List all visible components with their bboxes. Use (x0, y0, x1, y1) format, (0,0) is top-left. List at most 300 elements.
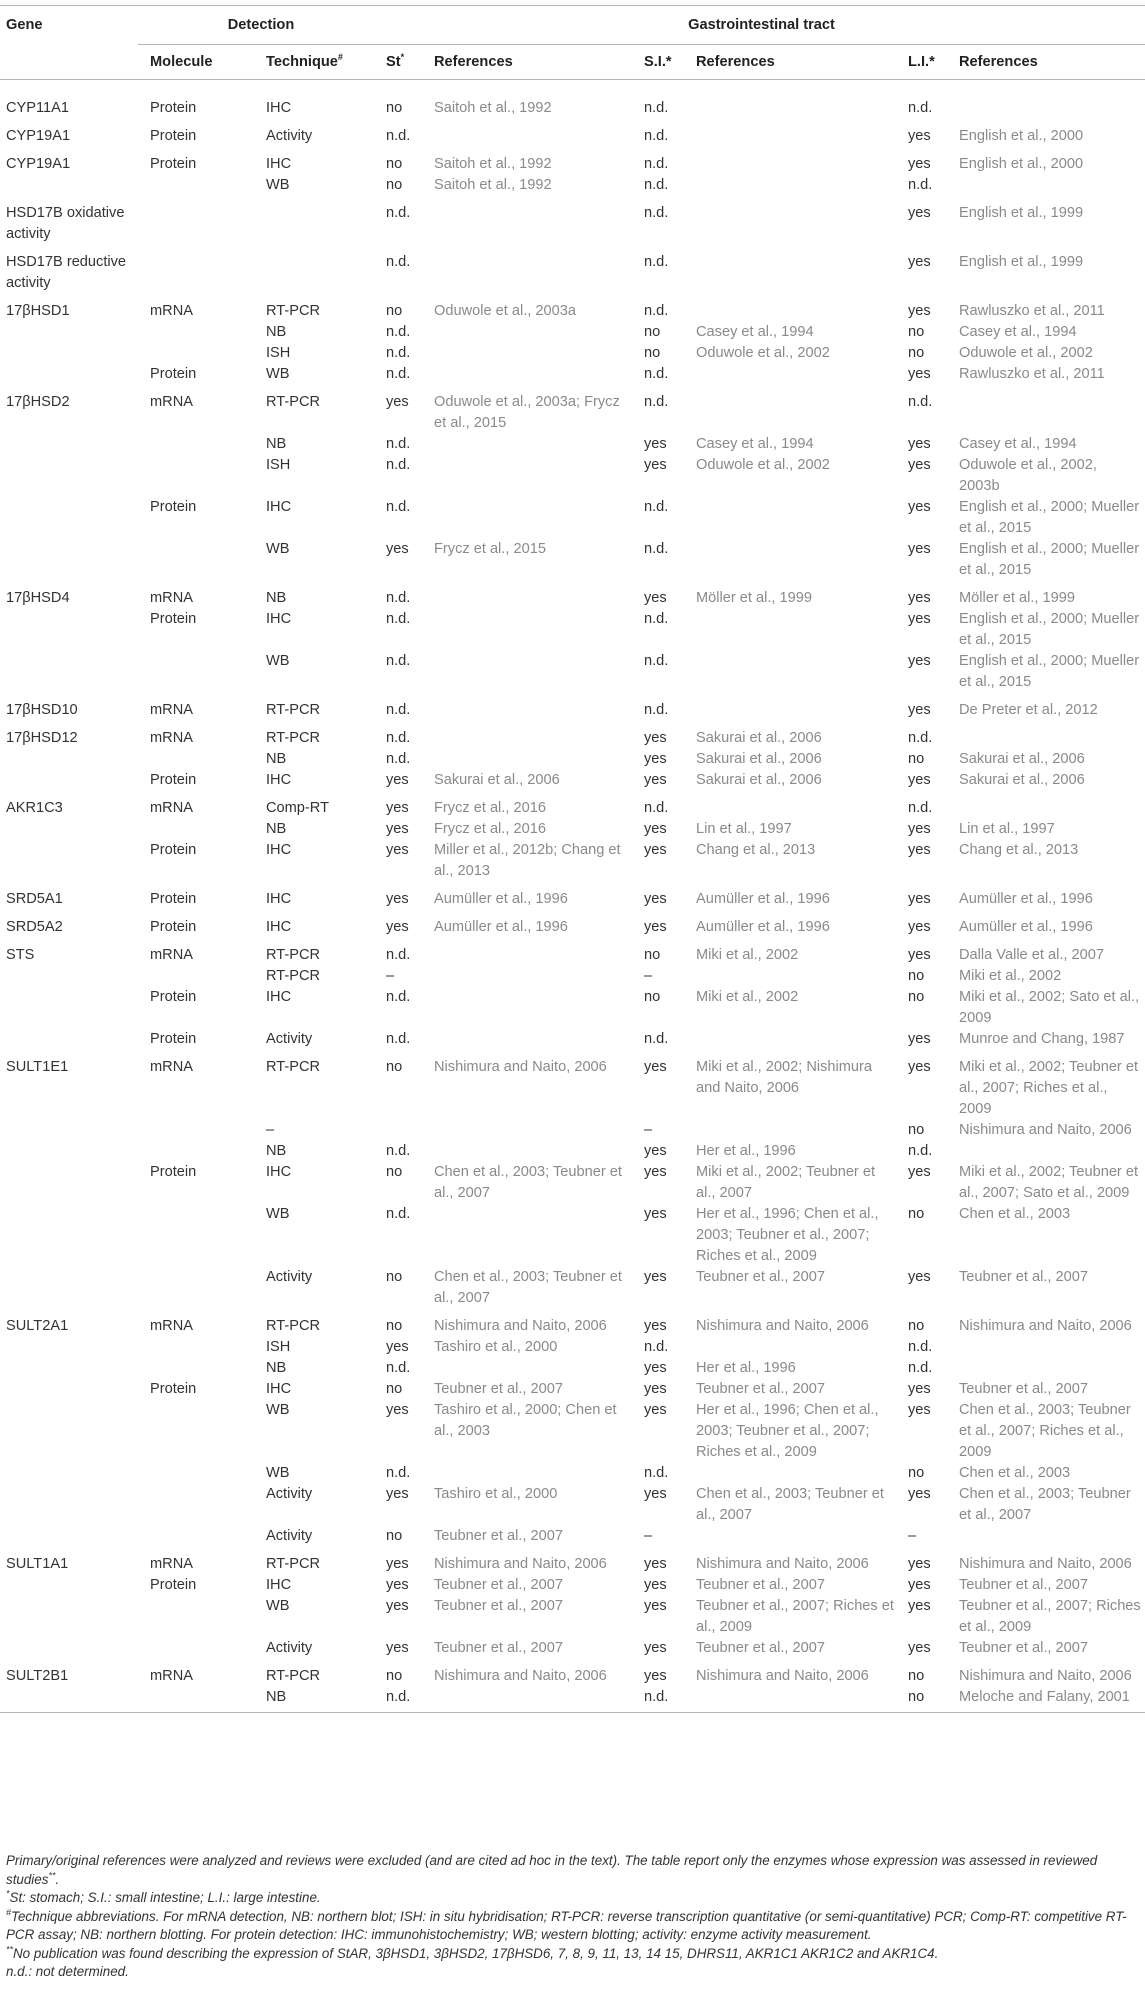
si-reference-cell: Casey et al., 1994 (696, 324, 814, 340)
technique-cell: WB (266, 1598, 290, 1614)
header-st-references: References (428, 45, 638, 80)
technique-cell: Comp-RT (266, 800, 329, 816)
molecule-cell (144, 1400, 260, 1463)
technique-cell: Activity (266, 128, 313, 144)
gene-cell (0, 1337, 144, 1358)
li-reference-cell (953, 1526, 1145, 1547)
st-reference-cell (428, 693, 638, 721)
table-row (0, 966, 1145, 987)
table-row (0, 1204, 1145, 1267)
technique-cell: RT-PCR (266, 394, 321, 410)
technique-cell (260, 245, 380, 294)
header-gi-tract: Gastrointestinal tract (374, 6, 1145, 45)
molecule-cell (144, 322, 260, 343)
table-row (0, 385, 1145, 434)
st-reference-cell: Tashiro et al., 2000 (434, 1339, 558, 1355)
st-cell: no (386, 177, 403, 193)
table-body (0, 80, 1145, 1713)
molecule-cell: Protein (150, 1031, 197, 1047)
molecule-cell (144, 819, 260, 840)
st-cell: yes (386, 821, 409, 837)
gene-cell (0, 322, 144, 343)
si-reference-cell (690, 245, 902, 294)
st-reference-cell (428, 343, 638, 364)
footnote-general: Primary/original references were analyzed and reviews were excluded (and are cited ad hoc in the text). The table report only the enzymes whose expression was assessed in reviewed studies**. (6, 1853, 1098, 1887)
gene-cell: SULT1A1 (6, 1556, 69, 1572)
si-cell: n.d. (644, 394, 669, 410)
si-cell: yes (644, 919, 667, 935)
table-row (0, 455, 1145, 497)
table-row (0, 497, 1145, 539)
st-reference-cell: Tashiro et al., 2000 (434, 1486, 558, 1502)
si-reference-cell (690, 119, 902, 147)
li-cell: no (908, 751, 925, 767)
molecule-cell (144, 434, 260, 455)
si-reference-cell: Möller et al., 1999 (696, 590, 813, 606)
technique-cell: NB (266, 821, 287, 837)
si-cell: yes (644, 1360, 667, 1376)
li-reference-cell: Nishimura and Naito, 2006 (959, 1122, 1132, 1138)
st-reference-cell: Frycz et al., 2015 (434, 541, 546, 557)
st-cell: n.d. (386, 1031, 411, 1047)
st-reference-cell (428, 245, 638, 294)
molecule-cell (144, 1526, 260, 1547)
st-reference-cell: Nishimura and Naito, 2006 (434, 1059, 607, 1075)
technique-cell: Activity (266, 1486, 313, 1502)
gene-cell (0, 1463, 144, 1484)
st-reference-cell (428, 749, 638, 770)
technique-cell: IHC (266, 100, 292, 116)
st-reference-cell: Teubner et al., 2007 (434, 1598, 564, 1614)
si-reference-cell (690, 791, 902, 819)
gene-cell (0, 1400, 144, 1463)
st-reference-cell (428, 1141, 638, 1162)
st-cell: yes (386, 1556, 409, 1572)
li-cell: yes (908, 1598, 931, 1614)
li-cell: yes (908, 1486, 931, 1502)
si-reference-cell (690, 1687, 902, 1713)
st-cell: n.d. (386, 611, 411, 627)
si-reference-cell: Oduwole et al., 2002 (696, 457, 830, 473)
molecule-cell (144, 196, 260, 245)
si-cell: yes (644, 1143, 667, 1159)
li-reference-cell: Chang et al., 2013 (959, 842, 1079, 858)
technique-cell: IHC (266, 1577, 292, 1593)
si-cell: yes (644, 1640, 667, 1656)
si-cell: yes (644, 436, 667, 452)
st-reference-cell: Chen et al., 2003; Teubner et al., 2007 (434, 1269, 622, 1306)
table-row (0, 1596, 1145, 1638)
technique-cell: Activity (266, 1640, 313, 1656)
footnote-no-publication: **No publication was found describing the expression of StAR, 3βHSD1, 3βHSD2, 17βHSD6, 7, 8, 9, 11, 13, 14 15, DHRS11, AKR1C1 AKR1C2 and AKR1C4. (6, 1944, 939, 1961)
si-reference-cell (690, 651, 902, 693)
si-cell: yes (644, 1577, 667, 1593)
gene-cell (0, 1029, 144, 1050)
st-cell: yes (386, 919, 409, 935)
technique-cell: RT-PCR (266, 968, 321, 984)
li-cell: yes (908, 1059, 931, 1075)
technique-cell: Activity (266, 1269, 313, 1285)
si-cell: n.d. (644, 1689, 669, 1705)
li-reference-cell (953, 1337, 1145, 1358)
si-cell: n.d. (644, 177, 669, 193)
si-cell: n.d. (644, 1339, 669, 1355)
st-reference-cell (428, 364, 638, 385)
molecule-cell: Protein (150, 499, 197, 515)
st-cell: n.d. (386, 457, 411, 473)
gene-cell (0, 1379, 144, 1400)
li-reference-cell: Rawluszko et al., 2011 (959, 303, 1105, 319)
st-cell: no (386, 1668, 403, 1684)
si-cell: – (644, 968, 653, 984)
si-reference-cell: Her et al., 1996; Chen et al., 2003; Teubner et al., 2007; Riches et al., 2009 (696, 1206, 879, 1264)
st-cell: n.d. (386, 324, 411, 340)
gene-cell (0, 819, 144, 840)
st-reference-cell: Oduwole et al., 2003a; Frycz et al., 2015 (434, 394, 620, 431)
st-reference-cell (428, 651, 638, 693)
table-row (0, 840, 1145, 882)
st-reference-cell (428, 322, 638, 343)
molecule-cell (144, 1337, 260, 1358)
st-reference-cell: Frycz et al., 2016 (434, 821, 546, 837)
molecule-cell: Protein (150, 772, 197, 788)
st-reference-cell: Teubner et al., 2007 (434, 1640, 564, 1656)
st-cell: n.d. (386, 254, 411, 270)
li-reference-cell: English et al., 2000; Mueller et al., 2015 (959, 653, 1140, 690)
li-reference-cell: English et al., 2000; Mueller et al., 2015 (959, 541, 1140, 578)
molecule-cell (144, 966, 260, 987)
st-cell: n.d. (386, 590, 411, 606)
st-cell: n.d. (386, 751, 411, 767)
li-cell: n.d. (908, 177, 933, 193)
li-cell: n.d. (908, 100, 933, 116)
li-reference-cell: Sakurai et al., 2006 (959, 772, 1085, 788)
table-row (0, 749, 1145, 770)
gene-cell (0, 539, 144, 581)
table-row (0, 322, 1145, 343)
molecule-cell: mRNA (150, 800, 193, 816)
technique-cell: RT-PCR (266, 303, 321, 319)
li-cell: no (908, 989, 925, 1005)
st-reference-cell: Chen et al., 2003; Teubner et al., 2007 (434, 1164, 622, 1201)
si-reference-cell (690, 539, 902, 581)
li-reference-cell: Chen et al., 2003; Teubner et al., 2007; Riches et al., 2009 (959, 1402, 1131, 1460)
molecule-cell (144, 1120, 260, 1141)
table-row (0, 721, 1145, 749)
st-reference-cell: Teubner et al., 2007 (434, 1381, 564, 1397)
li-cell: yes (908, 1164, 931, 1180)
table-row (0, 434, 1145, 455)
st-cell: yes (386, 1339, 409, 1355)
header-si-references: References (690, 45, 902, 80)
si-cell: yes (644, 590, 667, 606)
molecule-cell: Protein (150, 366, 197, 382)
si-reference-cell: Miki et al., 2002; Teubner et al., 2007 (696, 1164, 876, 1201)
si-reference-cell: Teubner et al., 2007 (696, 1381, 826, 1397)
st-cell: n.d. (386, 1689, 411, 1705)
li-cell: yes (908, 1640, 931, 1656)
gene-cell: HSD17B reductive activity (6, 254, 127, 291)
gene-cell: SULT1E1 (6, 1059, 69, 1075)
technique-cell: IHC (266, 499, 292, 515)
st-reference-cell (428, 1120, 638, 1141)
si-cell: n.d. (644, 156, 669, 172)
table-row (0, 1575, 1145, 1596)
li-reference-cell: Teubner et al., 2007 (959, 1269, 1089, 1285)
si-reference-cell: Teubner et al., 2007 (696, 1640, 826, 1656)
li-cell: n.d. (908, 730, 933, 746)
st-reference-cell: Aumüller et al., 1996 (434, 891, 568, 907)
st-reference-cell: Oduwole et al., 2003a (434, 303, 576, 319)
si-reference-cell (690, 385, 902, 434)
si-cell: n.d. (644, 128, 669, 144)
table-row (0, 819, 1145, 840)
si-reference-cell (690, 196, 902, 245)
gene-cell (0, 1141, 144, 1162)
li-reference-cell (953, 1358, 1145, 1379)
st-reference-cell: Teubner et al., 2007 (434, 1528, 564, 1544)
li-reference-cell: Oduwole et al., 2002 (959, 345, 1093, 361)
st-reference-cell (428, 1463, 638, 1484)
st-cell: n.d. (386, 366, 411, 382)
st-reference-cell (428, 581, 638, 609)
st-cell: yes (386, 842, 409, 858)
li-reference-cell: Teubner et al., 2007; Riches et al., 2009 (959, 1598, 1141, 1635)
si-reference-cell: Teubner et al., 2007 (696, 1577, 826, 1593)
li-cell: n.d. (908, 1143, 933, 1159)
si-cell: yes (644, 1598, 667, 1614)
li-cell: yes (908, 842, 931, 858)
gene-cell (0, 1638, 144, 1659)
si-reference-cell (690, 1337, 902, 1358)
st-cell: no (386, 100, 403, 116)
molecule-cell: mRNA (150, 947, 193, 963)
st-reference-cell (428, 119, 638, 147)
si-cell: n.d. (644, 205, 669, 221)
header-li-references: References (953, 45, 1145, 80)
li-cell: yes (908, 702, 931, 718)
table-row (0, 651, 1145, 693)
table-row (0, 196, 1145, 245)
li-reference-cell (953, 385, 1145, 434)
technique-cell: NB (266, 1689, 287, 1705)
gene-cell (0, 497, 144, 539)
technique-cell: NB (266, 590, 287, 606)
li-reference-cell: Chen et al., 2003; Teubner et al., 2007 (959, 1486, 1131, 1523)
st-reference-cell: Tashiro et al., 2000; Chen et al., 2003 (434, 1402, 617, 1439)
st-cell: n.d. (386, 1143, 411, 1159)
molecule-cell: mRNA (150, 1059, 193, 1075)
li-cell: no (908, 1318, 925, 1334)
gene-cell: 17βHSD12 (6, 730, 78, 746)
si-cell: yes (644, 1318, 667, 1334)
si-cell: n.d. (644, 800, 669, 816)
table-row (0, 1400, 1145, 1463)
molecule-cell (144, 455, 260, 497)
si-cell: n.d. (644, 541, 669, 557)
st-cell: n.d. (386, 1360, 411, 1376)
gene-cell: SRD5A1 (6, 891, 63, 907)
li-cell: yes (908, 611, 931, 627)
si-reference-cell: Teubner et al., 2007; Riches et al., 2009 (696, 1598, 894, 1635)
li-cell: yes (908, 366, 931, 382)
gene-cell (0, 749, 144, 770)
si-cell: yes (644, 1668, 667, 1684)
li-reference-cell: Miki et al., 2002; Teubner et al., 2007; Sato et al., 2009 (959, 1164, 1139, 1201)
si-reference-cell: Miki et al., 2002 (696, 989, 799, 1005)
header-detection-group (144, 6, 380, 45)
li-reference-cell: Rawluszko et al., 2011 (959, 366, 1105, 382)
molecule-cell: Protein (150, 1381, 197, 1397)
footnote-techniques: #Technique abbreviations. For mRNA detection, NB: northern blot; ISH: in situ hybridisation; RT-PCR: reverse transcription quantitative (or semi-quantitative) PCR; Comp-RT: competitive RT-PCR assay; NB: northern blotting. For protein detection: IHC: immunohistochemistry; WB; western blotting; activity: enzyme activity measurement. (6, 1907, 1127, 1942)
si-cell: yes (644, 730, 667, 746)
li-cell: – (908, 1528, 917, 1544)
gene-cell: HSD17B oxidative activity (6, 205, 125, 242)
table-row (0, 364, 1145, 385)
li-cell: yes (908, 541, 931, 557)
si-reference-cell: Her et al., 1996; Chen et al., 2003; Teubner et al., 2007; Riches et al., 2009 (696, 1402, 879, 1460)
technique-cell: IHC (266, 842, 292, 858)
technique-cell: RT-PCR (266, 1668, 321, 1684)
molecule-cell (144, 343, 260, 364)
si-reference-cell: Chen et al., 2003; Teubner et al., 2007 (696, 1486, 884, 1523)
si-reference-cell (690, 609, 902, 651)
li-cell: no (908, 1668, 925, 1684)
gene-cell (0, 1120, 144, 1141)
li-reference-cell: Möller et al., 1999 (959, 590, 1076, 606)
st-reference-cell: Frycz et al., 2016 (434, 800, 546, 816)
gene-cell: SULT2A1 (6, 1318, 69, 1334)
technique-cell: Activity (266, 1031, 313, 1047)
si-reference-cell (690, 175, 902, 196)
gene-cell: AKR1C3 (6, 800, 63, 816)
gene-cell: 17βHSD2 (6, 394, 70, 410)
si-reference-cell: Teubner et al., 2007 (696, 1269, 826, 1285)
technique-cell: IHC (266, 989, 292, 1005)
table-row (0, 882, 1145, 910)
li-reference-cell: Chen et al., 2003 (959, 1206, 1071, 1222)
expression-table (0, 6, 1145, 1713)
header-detection: Detection (138, 6, 384, 45)
si-cell: n.d. (644, 303, 669, 319)
li-reference-cell: English et al., 2000 (959, 128, 1084, 144)
gene-cell (0, 1358, 144, 1379)
li-reference-cell: De Preter et al., 2012 (959, 702, 1098, 718)
si-cell: yes (644, 1402, 667, 1418)
si-reference-cell: Chang et al., 2013 (696, 842, 816, 858)
si-reference-cell: Aumüller et al., 1996 (696, 891, 830, 907)
molecule-cell (144, 245, 260, 294)
li-cell: no (908, 1689, 925, 1705)
header-gi-group (380, 6, 1145, 45)
technique-cell: NB (266, 1360, 287, 1376)
li-cell: no (908, 1465, 925, 1481)
li-cell: yes (908, 205, 931, 221)
st-cell: yes (386, 1577, 409, 1593)
st-reference-cell (428, 434, 638, 455)
st-cell: n.d. (386, 947, 411, 963)
si-cell: n.d. (644, 702, 669, 718)
molecule-cell (144, 1484, 260, 1526)
molecule-cell: mRNA (150, 303, 193, 319)
si-cell: n.d. (644, 653, 669, 669)
molecule-cell (144, 749, 260, 770)
si-cell: yes (644, 457, 667, 473)
li-reference-cell: Munroe and Chang, 1987 (959, 1031, 1125, 1047)
technique-cell: ISH (266, 457, 291, 473)
st-reference-cell (428, 1029, 638, 1050)
table-row (0, 581, 1145, 609)
molecule-cell: Protein (150, 919, 197, 935)
table-row (0, 1659, 1145, 1687)
table-row (0, 147, 1145, 175)
li-cell: yes (908, 1031, 931, 1047)
gene-cell (0, 1484, 144, 1526)
technique-cell: WB (266, 1402, 290, 1418)
si-cell: n.d. (644, 254, 669, 270)
li-cell: n.d. (908, 1339, 933, 1355)
si-cell: yes (644, 1059, 667, 1075)
st-reference-cell (428, 455, 638, 497)
si-reference-cell: Sakurai et al., 2006 (696, 730, 822, 746)
gene-cell (0, 987, 144, 1029)
table-row (0, 1162, 1145, 1204)
si-reference-cell: Sakurai et al., 2006 (696, 751, 822, 767)
table-row (0, 119, 1145, 147)
li-reference-cell: English et al., 1999 (959, 205, 1084, 221)
li-cell: yes (908, 772, 931, 788)
si-cell: n.d. (644, 1031, 669, 1047)
li-reference-cell (953, 80, 1145, 120)
st-cell: n.d. (386, 1206, 411, 1222)
molecule-cell: mRNA (150, 590, 193, 606)
molecule-cell: mRNA (150, 394, 193, 410)
st-cell: yes (386, 1486, 409, 1502)
li-reference-cell: Meloche and Falany, 2001 (959, 1689, 1130, 1705)
li-reference-cell: Miki et al., 2002; Sato et al., 2009 (959, 989, 1140, 1026)
li-cell: yes (908, 457, 931, 473)
gene-cell (0, 364, 144, 385)
table-row (0, 1267, 1145, 1309)
li-cell: yes (908, 1269, 931, 1285)
li-reference-cell: Teubner et al., 2007 (959, 1577, 1089, 1593)
li-reference-cell: Oduwole et al., 2002, 2003b (959, 457, 1097, 494)
si-reference-cell: Lin et al., 1997 (696, 821, 792, 837)
si-cell: no (644, 324, 661, 340)
si-cell: yes (644, 1556, 667, 1572)
st-cell: – (386, 968, 395, 984)
header-technique: Technique# (260, 45, 380, 80)
st-cell: no (386, 1381, 403, 1397)
si-reference-cell: Nishimura and Naito, 2006 (696, 1668, 869, 1684)
header-molecule: Molecule (144, 45, 260, 80)
li-reference-cell: Nishimura and Naito, 2006 (959, 1668, 1132, 1684)
molecule-cell: Protein (150, 891, 197, 907)
gene-cell: 17βHSD10 (6, 702, 78, 718)
molecule-cell: Protein (150, 100, 197, 116)
st-cell: no (386, 1269, 403, 1285)
molecule-cell (144, 1638, 260, 1659)
table-row (0, 294, 1145, 322)
st-reference-cell (428, 1687, 638, 1713)
si-cell: yes (644, 1164, 667, 1180)
table-row (0, 770, 1145, 791)
gene-cell (0, 455, 144, 497)
si-reference-cell (690, 1029, 902, 1050)
technique-cell: RT-PCR (266, 730, 321, 746)
gene-cell (0, 966, 144, 987)
si-cell: yes (644, 821, 667, 837)
